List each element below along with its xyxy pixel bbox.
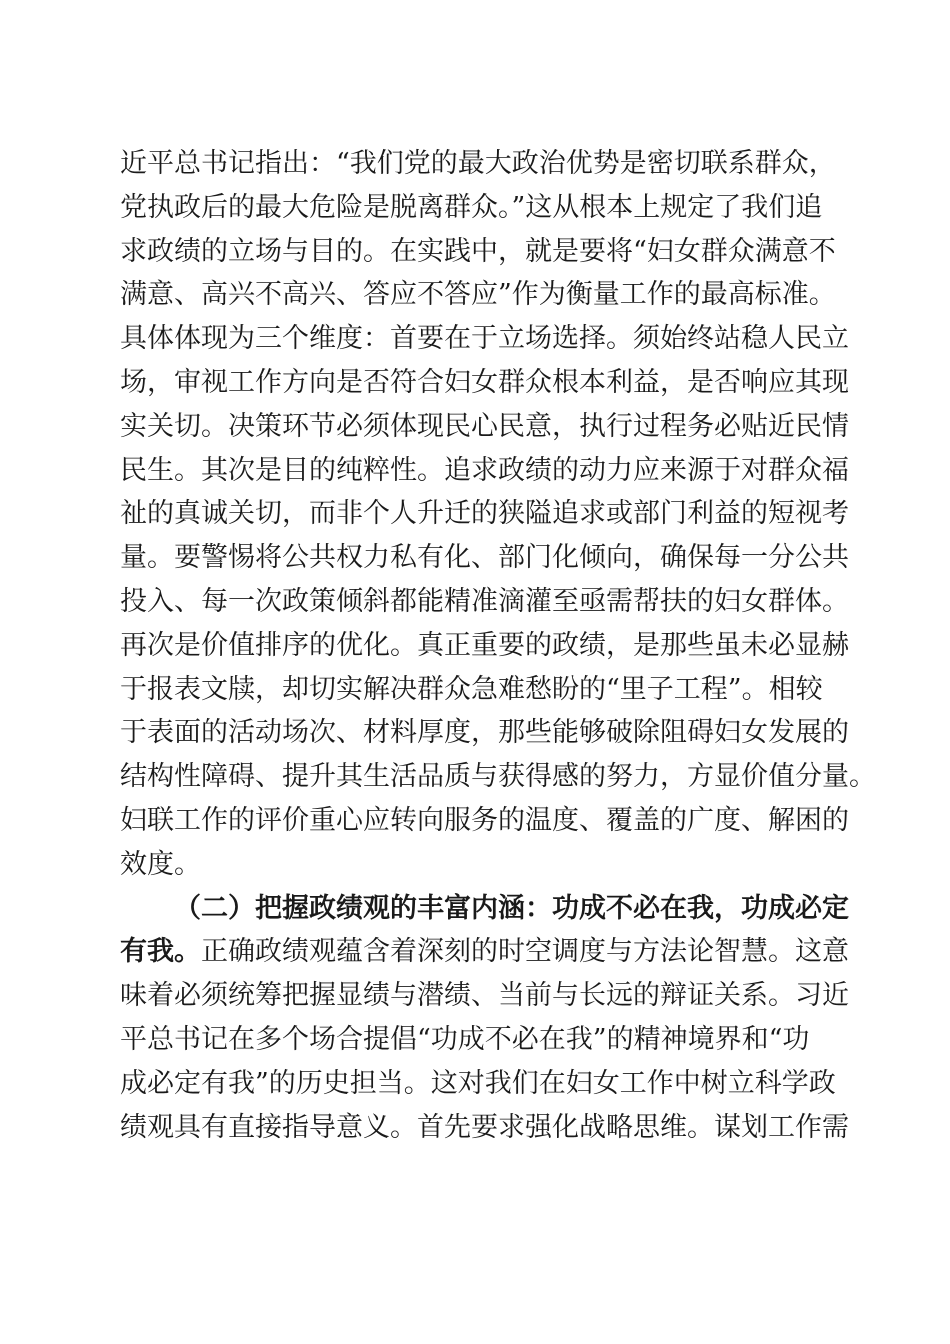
text-line: 求政绩的立场与目的。在实践中，就是要将“妇女群众满意不	[120, 235, 836, 267]
text-line: 党执政后的最大危险是脱离群众。”这从根本上规定了我们追	[120, 191, 823, 223]
text-line: 绩观具有直接指导意义。首先要求强化战略思维。谋划工作需	[120, 1111, 849, 1143]
text-line: 妇联工作的评价重心应转向服务的温度、覆盖的广度、解困的	[120, 804, 849, 836]
text-line: 具体体现为三个维度：首要在于立场选择。须始终站稳人民立	[120, 323, 849, 355]
text-line: 结构性障碍、提升其生活品质与获得感的努力，方显价值分量。	[120, 761, 876, 793]
text-line: 味着必须统筹把握显绩与潜绩、当前与长远的辩证关系。习近	[120, 980, 849, 1012]
paragraph-2	[120, 887, 849, 1150]
text-line: 实关切。决策环节必须体现民心民意，执行过程务必贴近民情	[120, 410, 849, 442]
text-line: 祉的真诚关切，而非个人升迁的狭隘追求或部门利益的短视考	[120, 498, 849, 530]
text-line: 投入、每一次政策倾斜都能精准滴灌至亟需帮扶的妇女群体。	[120, 585, 849, 617]
text-line: 量。要警惕将公共权力私有化、部门化倾向，确保每一分公共	[120, 542, 849, 574]
text-line: 于报表文牍，却切实解决群众急难愁盼的“里子工程”。相较	[120, 673, 823, 705]
text-line: 场，审视工作方向是否符合妇女群众根本利益，是否响应其现	[120, 366, 849, 398]
text-line: 平总书记在多个场合提倡“功成不必在我”的精神境界和“功	[120, 1023, 810, 1055]
section-heading: （二）把握政绩观的丰富内涵：功成不必在我，功成必定	[174, 892, 849, 924]
text-line: 满意、高兴不高兴、答应不答应”作为衡量工作的最高标准。	[120, 279, 836, 311]
section-heading-end: 有我。	[120, 936, 201, 968]
text-line-rest: 正确政绩观蕴含着深刻的时空调度与方法论智慧。这意	[201, 936, 849, 968]
text-line: 成必定有我”的历史担当。这对我们在妇女工作中树立科学政	[120, 1067, 836, 1099]
text-line: 再次是价值排序的优化。真正重要的政绩，是那些虽未必显赫	[120, 629, 849, 661]
body-text	[120, 142, 876, 1149]
text-line: 效度。	[120, 848, 201, 880]
text-line: 于表面的活动场次、材料厚度，那些能够破除阻碍妇女发展的	[120, 717, 849, 749]
text-line	[120, 930, 849, 974]
paragraph-1	[120, 142, 876, 887]
text-line: 民生。其次是目的纯粹性。追求政绩的动力应来源于对群众福	[120, 454, 849, 486]
text-line: 近平总书记指出：“我们党的最大政治优势是密切联系群众，	[120, 148, 836, 179]
